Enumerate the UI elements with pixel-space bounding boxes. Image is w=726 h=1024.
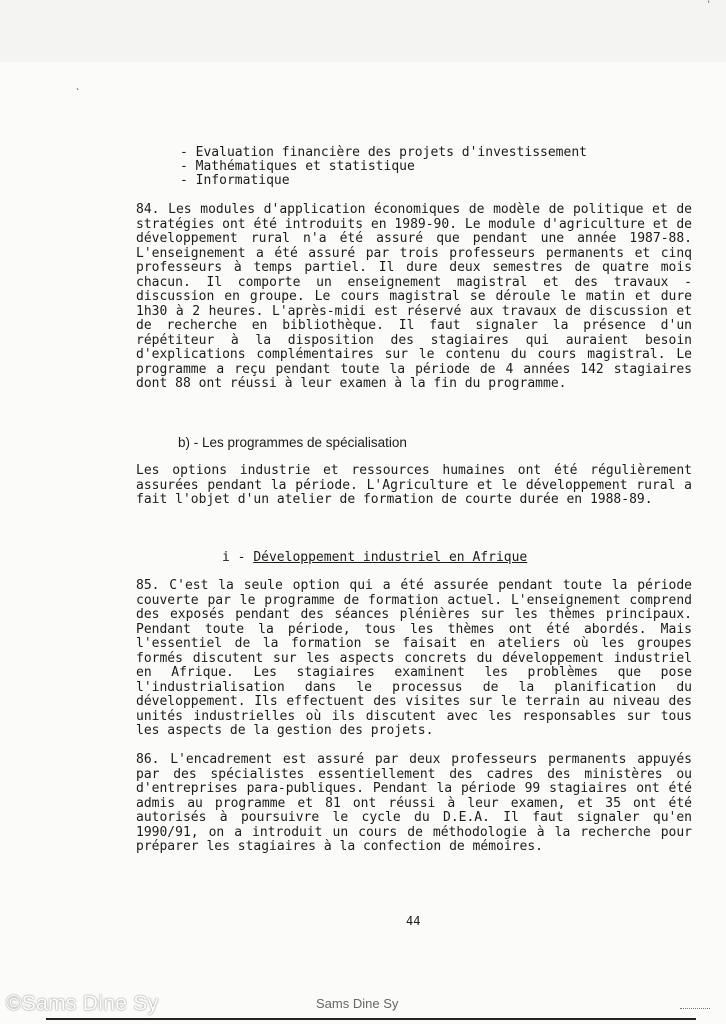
list-item: - Evaluation financière des projets d'investissement (180, 145, 587, 160)
page-number: 44 (406, 914, 421, 928)
subsection-heading (222, 550, 527, 565)
subsection-prefix: i - (222, 550, 254, 565)
top-corner-mark: ' (706, 0, 712, 10)
subsection-title: Développement industriel en Afrique (253, 550, 528, 565)
stray-mark: ˋ (75, 88, 82, 99)
page-top-edge (0, 0, 726, 62)
section-b-intro: Les options industrie et ressources humaines ont été régulièrement assurées pendant la période. L'Agriculture et le développement rural a fait l'objet d'un atelier de formation de courte durée en 1988-89. (136, 463, 692, 507)
section-heading-b: b) - Les programmes de spécialisation (178, 435, 407, 450)
paragraph-86: 86. L'encadrement est assuré par deux professeurs permanents appuyés par des spécialistes essentiellement des cadres des ministères ou d'entreprises para-publiques. Pendant la période 99 stagiaires ont été admis au programme et 81 ont réussi à leur examen, et 35 ont été autorisés à poursuivre le cycle du D.E.A. Il faut signaler qu'en 1990/91, on a introduit un cours de méthodologie à la recherche pour préparer les stagiaires à la confection de mémoires. (136, 752, 692, 854)
paragraph-85: 85. C'est la seule option qui a été assurée pendant toute la période couverte par le programme de formation actuel. L'enseignement comprend des exposés pendant des séances plénières sur les thèmes principaux. Pendant toute la période, tous les thèmes ont été abordés. Mais l'essentiel de la formation se faisait en ateliers où les groupes formés discutent sur les aspects concrets du développement industriel en Afrique. Les stagiaires examinent les problèmes que pose l'industrialisation dans le processus de la planification du développement. Ils effectuent des visites sur le terrain au niveau des unités industrielles où ils discutent avec les responsables sur tous les aspects de la gestion des projets. (136, 578, 692, 738)
list-item: - Mathématiques et statistique (180, 159, 415, 174)
course-list (180, 146, 587, 188)
list-item: - Informatique (180, 173, 290, 188)
bottom-dotted-mark (680, 1008, 710, 1009)
paragraph-84: 84. Les modules d'application économiques de modèle de politique et de stratégies ont été introduits en 1989-90. Le module d'agriculture et de développement rural n'a été assuré que pendant une année 1987-88. L'enseignement a été assuré par trois professeurs permanents et cinq professeurs à temps partiel. Il dure deux semestres de quatre mois chacun. Il comporte un enseignement magistral et des travaux - discussion en groupe. Le cours magistral se déroule le matin et dure 1h30 à 2 heures. L'après-midi est réservé aux travaux de discussion et de recherche en bibliothèque. Il faut signaler la présence d'un répétiteur à la disposition des stagiaires qui auraient besoin d'explications complémentaires sur le contenu du cours magistral. Le programme a reçu pendant toute la période de 4 années 142 stagiaires dont 88 ont réussi à leur examen à la fin du programme. (136, 202, 692, 391)
watermark-center: Sams Dine Sy (316, 996, 399, 1011)
bottom-rule (46, 1018, 696, 1020)
watermark-left: ©Sams Dine Sy (6, 992, 159, 1015)
